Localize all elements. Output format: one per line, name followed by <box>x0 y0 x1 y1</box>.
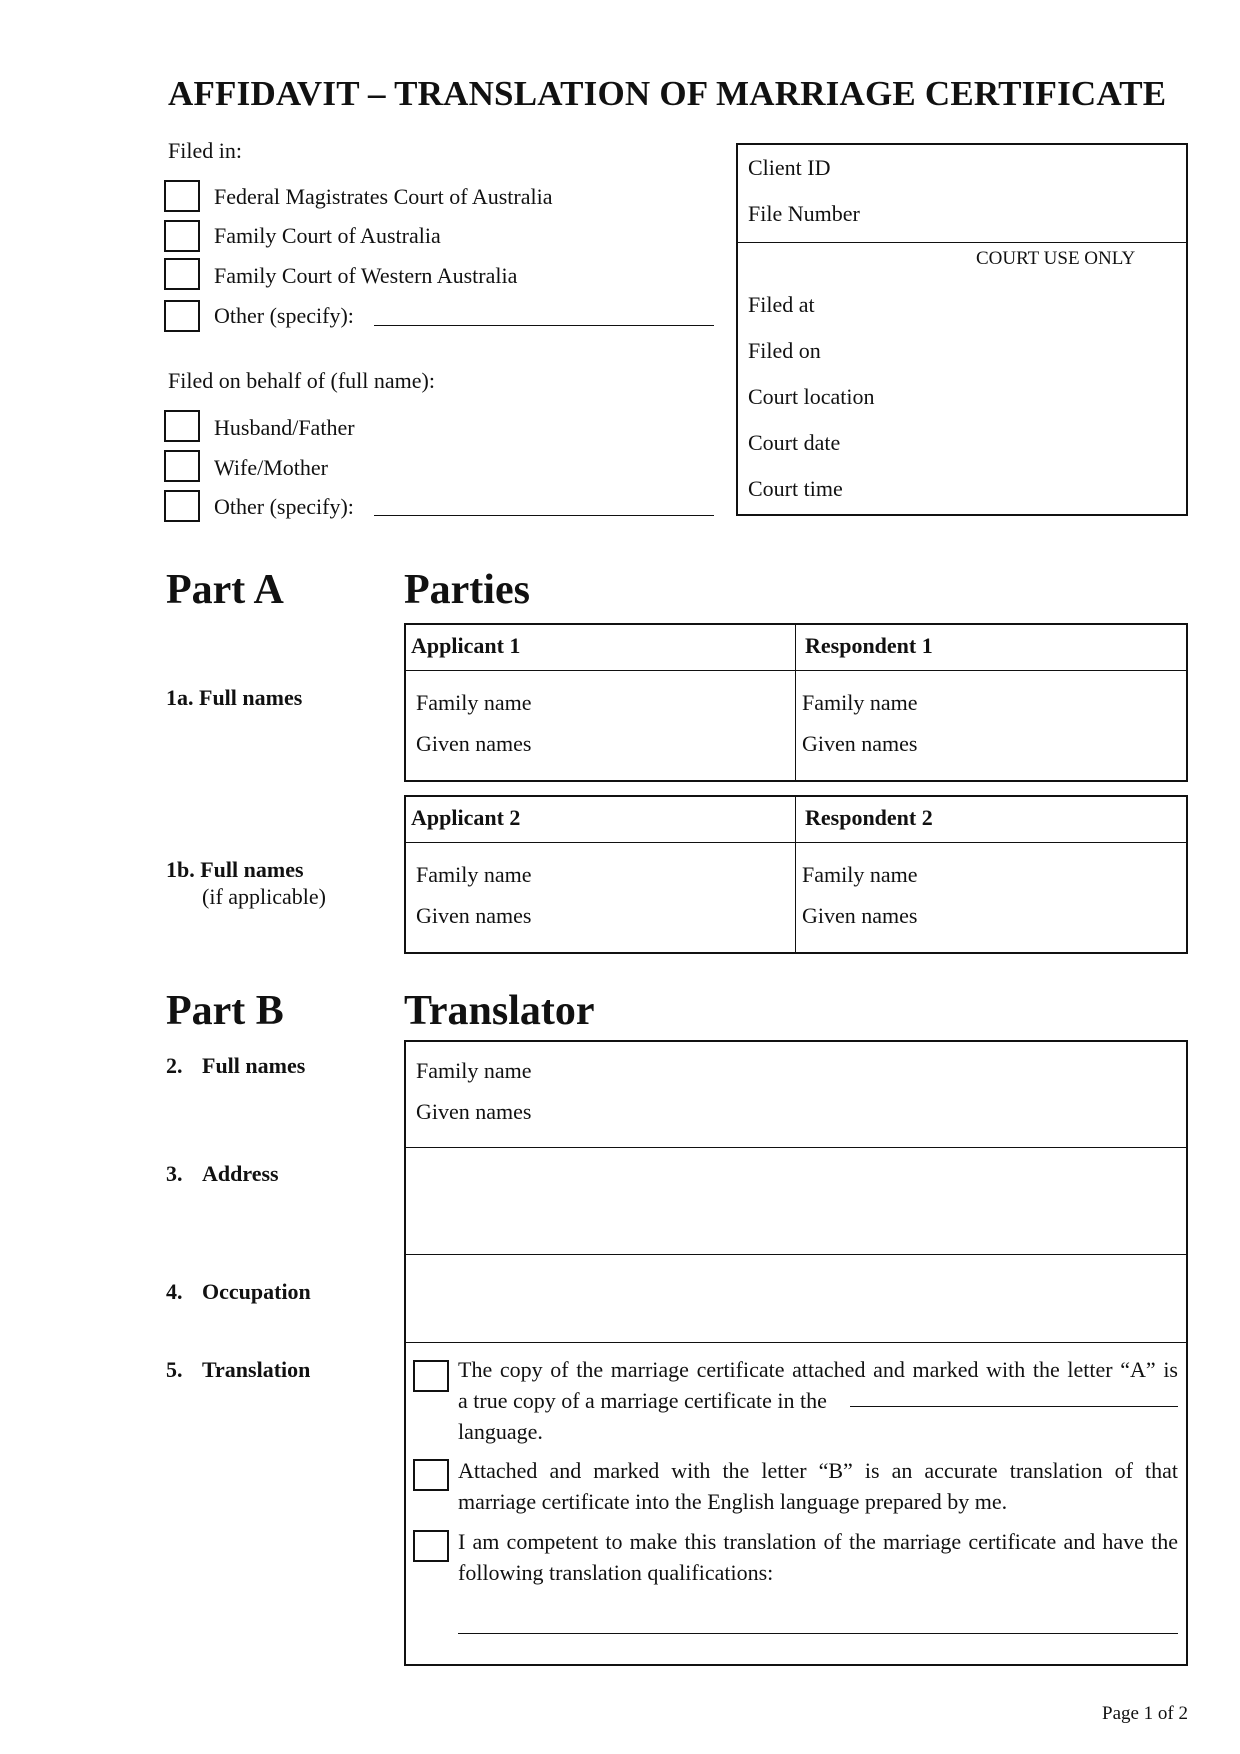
filed-behalf-label: Filed on behalf of (full name): <box>168 368 435 393</box>
checkbox-behalf-other[interactable] <box>164 490 200 522</box>
statement-3-line-2: following translation qualifications: <box>458 1560 774 1585</box>
statement-1-line-1: The copy of the marriage certificate attached and marked with the letter “A” is <box>458 1357 1178 1382</box>
part-b-label: Part B <box>166 988 284 1034</box>
translator-row-line-3 <box>404 1342 1188 1343</box>
part-a-label: Part A <box>166 567 284 613</box>
q3-number: 3. <box>166 1161 183 1186</box>
checkbox-federal-magistrates[interactable] <box>164 180 200 212</box>
checkbox-husband-father[interactable] <box>164 410 200 442</box>
applicant-1-family-name[interactable]: Family name <box>416 690 532 715</box>
q3-label: Address <box>202 1161 279 1186</box>
respondent-2-given-names[interactable]: Given names <box>802 903 918 928</box>
checkbox-family-court-australia[interactable] <box>164 220 200 252</box>
option-family-court-australia: Family Court of Australia <box>214 223 441 248</box>
respondent-1-header: Respondent 1 <box>805 633 933 658</box>
page-title: AFFIDAVIT – TRANSLATION OF MARRIAGE CERTIFICATE <box>168 74 1167 113</box>
option-filed-in-other: Other (specify): <box>214 303 354 328</box>
option-behalf-other: Other (specify): <box>214 494 354 519</box>
q1b-note: (if applicable) <box>202 884 326 909</box>
applicant-1-given-names[interactable]: Given names <box>416 731 532 756</box>
filed-at-label: Filed at <box>748 292 815 317</box>
court-date-label: Court date <box>748 430 841 455</box>
court-location-label: Court location <box>748 384 875 409</box>
checkbox-accurate-translation[interactable] <box>413 1459 449 1491</box>
q4-number: 4. <box>166 1279 183 1304</box>
behalf-other-line[interactable] <box>374 515 714 516</box>
respondent-2-header: Respondent 2 <box>805 805 933 830</box>
filed-on-label: Filed on <box>748 338 821 363</box>
applicant-2-family-name[interactable]: Family name <box>416 862 532 887</box>
court-box-divider <box>736 242 1188 243</box>
option-husband-father: Husband/Father <box>214 415 355 440</box>
part-b-heading: Translator <box>404 988 595 1034</box>
q4-label: Occupation <box>202 1279 311 1304</box>
translator-given-names[interactable]: Given names <box>416 1099 532 1124</box>
parties-table-1-header-line <box>404 670 1188 671</box>
applicant-2-header: Applicant 2 <box>411 805 521 830</box>
q1b-label: 1b. Full names <box>166 857 304 882</box>
respondent-2-family-name[interactable]: Family name <box>802 862 918 887</box>
respondent-1-family-name[interactable]: Family name <box>802 690 918 715</box>
statement-2-line-1: Attached and marked with the letter “B” is an accurate translation of that <box>458 1458 1178 1483</box>
checkbox-filed-in-other[interactable] <box>164 300 200 332</box>
court-use-only-label: COURT USE ONLY <box>976 248 1136 269</box>
q2-label: Full names <box>202 1053 306 1078</box>
q1a-label: 1a. Full names <box>166 685 303 710</box>
statement-2-line-2: marriage certificate into the English language prepared by me. <box>458 1489 1008 1514</box>
part-a-heading: Parties <box>404 567 530 613</box>
qualifications-line[interactable] <box>458 1633 1178 1634</box>
applicant-2-given-names[interactable]: Given names <box>416 903 532 928</box>
checkbox-wife-mother[interactable] <box>164 450 200 482</box>
statement-1-line-3: language. <box>458 1419 543 1444</box>
page-number: Page 1 of 2 <box>1102 1703 1189 1724</box>
translator-family-name[interactable]: Family name <box>416 1058 532 1083</box>
filed-in-label: Filed in: <box>168 138 242 163</box>
statement-3-line-1: I am competent to make this translation of the marriage certificate and have the <box>458 1529 1178 1554</box>
language-line[interactable] <box>850 1406 1178 1407</box>
court-use-box <box>736 143 1188 516</box>
checkbox-true-copy[interactable] <box>413 1360 449 1392</box>
option-federal-magistrates: Federal Magistrates Court of Australia <box>214 184 553 209</box>
translator-row-line-2 <box>404 1254 1188 1255</box>
court-time-label: Court time <box>748 476 843 501</box>
parties-table-2-header-line <box>404 842 1188 843</box>
q2-number: 2. <box>166 1053 183 1078</box>
statement-1-line-2: a true copy of a marriage certificate in the <box>458 1388 827 1413</box>
respondent-1-given-names[interactable]: Given names <box>802 731 918 756</box>
parties-table-2-divider <box>795 795 796 954</box>
q5-number: 5. <box>166 1357 183 1382</box>
occupation-field[interactable] <box>406 1256 1186 1340</box>
address-field[interactable] <box>406 1149 1186 1252</box>
q5-label: Translation <box>202 1357 311 1382</box>
file-number-label: File Number <box>748 201 860 226</box>
translator-row-line-1 <box>404 1147 1188 1148</box>
option-wife-mother: Wife/Mother <box>214 455 328 480</box>
client-id-label: Client ID <box>748 155 831 180</box>
option-family-court-wa: Family Court of Western Australia <box>214 263 518 288</box>
parties-table-1-divider <box>795 623 796 782</box>
filed-in-other-line[interactable] <box>374 325 714 326</box>
applicant-1-header: Applicant 1 <box>411 633 521 658</box>
checkbox-family-court-wa[interactable] <box>164 258 200 290</box>
checkbox-competent[interactable] <box>413 1530 449 1562</box>
